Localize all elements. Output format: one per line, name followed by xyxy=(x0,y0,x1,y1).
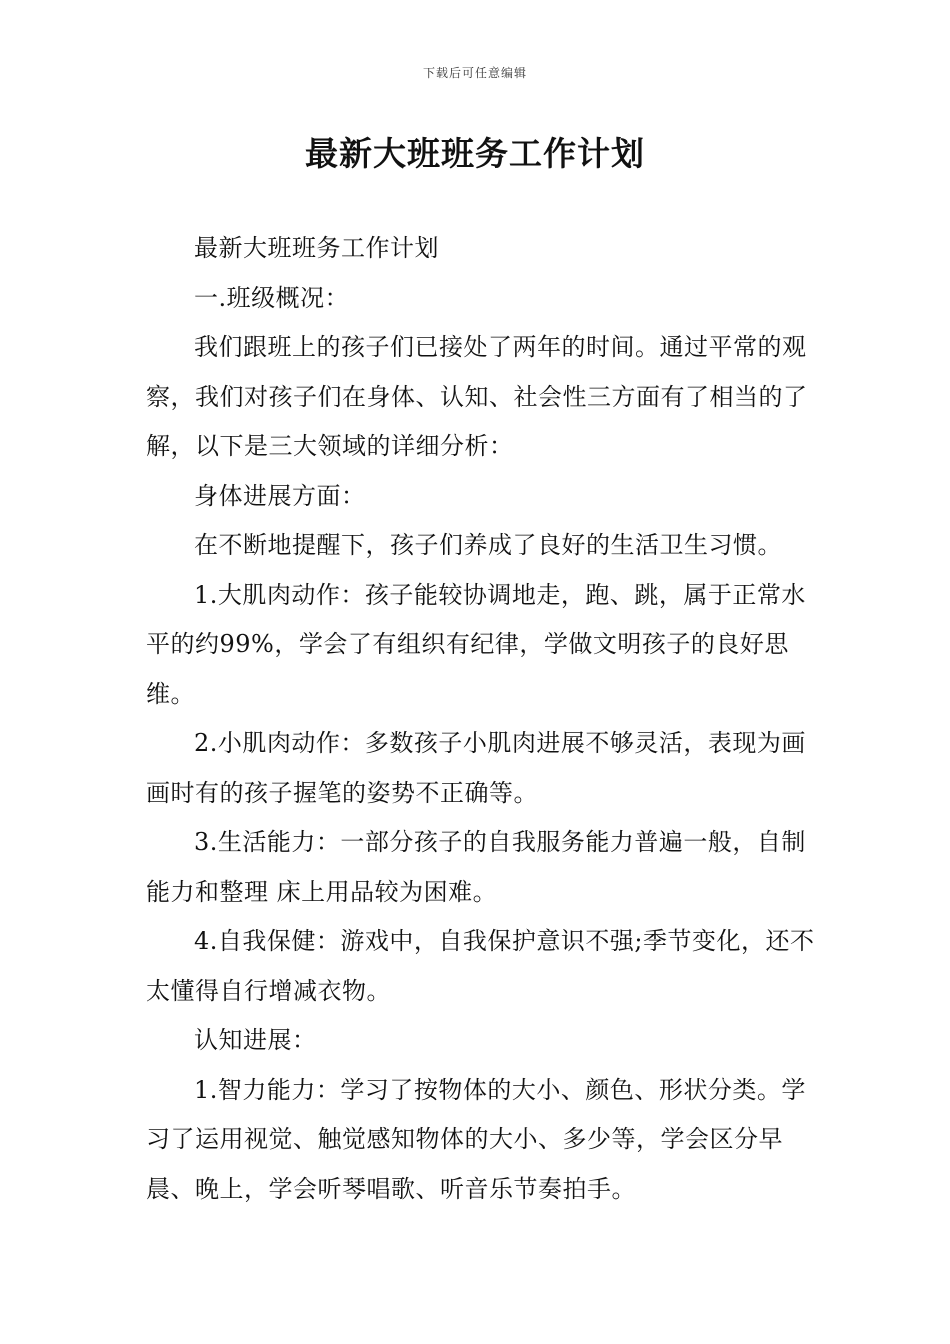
header-note: 下载后可任意编辑 xyxy=(422,66,527,80)
paragraph-section-heading: 一.班级概况： xyxy=(194,283,350,312)
paragraph-subheading: 认知进展： xyxy=(194,1026,317,1054)
paragraph-list-item: 4.自我保健：游戏中，自我保护意识不强;季节变化，还不太懂得自行增减衣物。 xyxy=(146,927,815,1005)
document-body xyxy=(146,224,816,1214)
paragraph-subheading: 身体进展方面： xyxy=(194,481,366,510)
paragraph-list-item: 2.小肌肉动作：多数孩子小肌肉进展不够灵活，表现为画画时有的孩子握笔的姿势不正确等。 xyxy=(146,729,806,807)
paragraph-subtitle: 最新大班班务工作计划 xyxy=(194,234,439,262)
paragraph: 我们跟班上的孩子们已接处了两年的时间。通过平常的观察，我们对孩子们在身体、认知、社会性三方面有了相当的了解，以下是三大领域的详细分析： xyxy=(146,333,808,460)
paragraph-list-item: 3.生活能力：一部分孩子的自我服务能力普遍一般，自制能力和整理 床上用品较为困难。 xyxy=(146,828,806,906)
paragraph: 在不断地提醒下，孩子们养成了良好的生活卫生习惯。 xyxy=(194,531,782,559)
page-title: 最新大班班务工作计划 xyxy=(305,134,645,173)
paragraph-list-item: 1.大肌肉动作：孩子能较协调地走，跑、跳，属于正常水平的约99%，学会了有组织有纪律，学做文明孩子的良好思维。 xyxy=(146,580,806,708)
paragraph-list-item: 1.智力能力：学习了按物体的大小、颜色、形状分类。学习了运用视觉、触觉感知物体的大小、多少等，学会区分早晨、晚上，学会听琴唱歌、听音乐节奏拍手。 xyxy=(146,1075,806,1203)
